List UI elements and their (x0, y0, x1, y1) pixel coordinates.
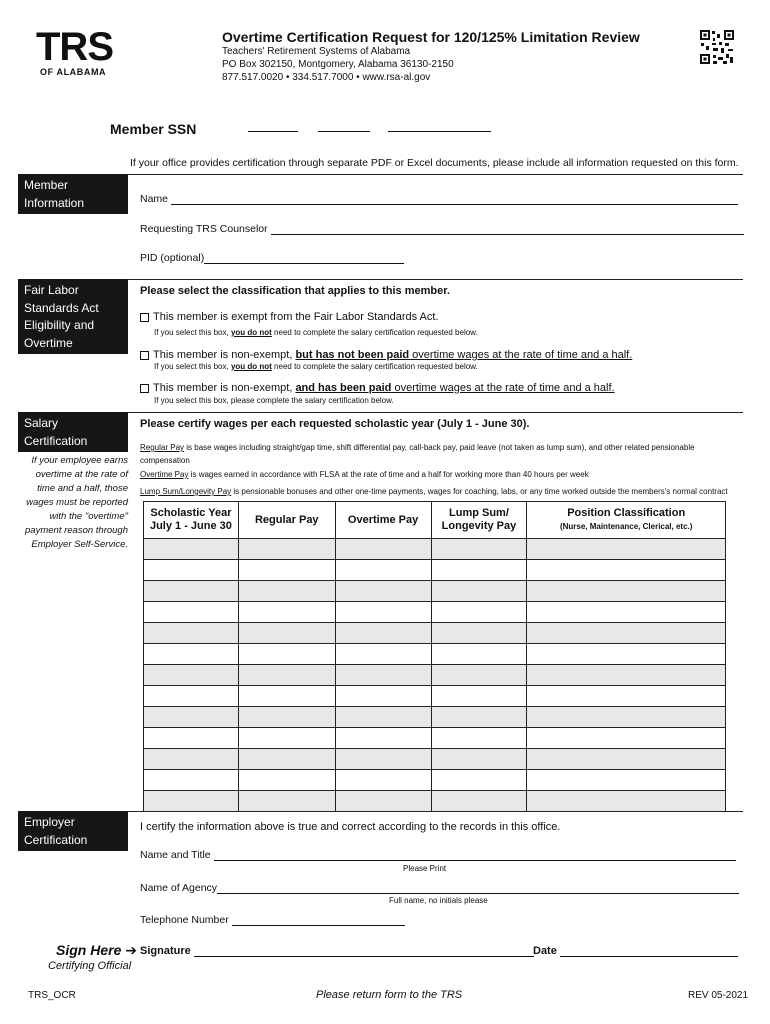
overtime-pay-cell[interactable] (335, 665, 431, 686)
trs-logo: TRS (36, 25, 113, 69)
lump-sum-cell[interactable] (431, 560, 527, 581)
lump-sum-cell[interactable] (431, 539, 527, 560)
position-classification-cell[interactable] (527, 623, 726, 644)
overtime-pay-cell[interactable] (335, 644, 431, 665)
regular-pay-cell[interactable] (238, 791, 335, 812)
lump-sum-cell[interactable] (431, 728, 527, 749)
non-exempt-not-paid-note: If you select this box, you do not need to complete the salary certification requested below. (154, 362, 478, 371)
lump-sum-cell[interactable] (431, 749, 527, 770)
non-exempt-paid-option[interactable] (140, 382, 615, 394)
full-name-note: Full name, no initials please (389, 896, 488, 905)
overtime-pay-cell[interactable] (335, 728, 431, 749)
lump-sum-cell[interactable] (431, 644, 527, 665)
regular-pay-cell[interactable] (238, 644, 335, 665)
regular-pay-cell[interactable] (238, 665, 335, 686)
lump-sum-definition: Lump Sum/Longevity Pay is pensionable bonuses and other one-time payments, wages for coaching, labs, or any time worked outside the members's normal contract (140, 487, 728, 496)
scholastic-year-cell[interactable] (144, 707, 239, 728)
lump-sum-cell[interactable] (431, 770, 527, 791)
trs-counselor-field[interactable] (140, 223, 744, 235)
regular-pay-cell[interactable] (238, 623, 335, 644)
salary-prompt: Please certify wages per each requested scholastic year (July 1 - June 30). (140, 418, 530, 430)
salary-row (144, 686, 726, 707)
overtime-pay-cell[interactable] (335, 749, 431, 770)
salary-row (144, 728, 726, 749)
position-classification-cell[interactable] (527, 791, 726, 812)
scholastic-year-cell[interactable] (144, 560, 239, 581)
overtime-pay-cell[interactable] (335, 560, 431, 581)
flsa-prompt: Please select the classification that applies to this member. (140, 285, 450, 297)
exempt-option[interactable] (140, 311, 439, 323)
col-lump-sum: Lump Sum/ Longevity Pay (431, 502, 527, 539)
regular-pay-cell[interactable] (238, 749, 335, 770)
salary-row (144, 644, 726, 665)
position-classification-cell[interactable] (527, 539, 726, 560)
org-name: Teachers' Retirement Systems of Alabama (222, 46, 411, 57)
regular-pay-cell[interactable] (238, 770, 335, 791)
salary-row (144, 581, 726, 602)
scholastic-year-cell[interactable] (144, 539, 239, 560)
member-name-field[interactable] (140, 193, 738, 205)
salary-row (144, 770, 726, 791)
regular-pay-cell[interactable] (238, 581, 335, 602)
telephone-field[interactable] (140, 914, 405, 926)
regular-pay-cell[interactable] (238, 707, 335, 728)
overtime-pay-cell[interactable] (335, 707, 431, 728)
salary-row (144, 623, 726, 644)
pid-label: PID (optional) (140, 252, 205, 264)
overtime-pay-cell[interactable] (335, 686, 431, 707)
regular-pay-cell[interactable] (238, 728, 335, 749)
salary-certification-label: Salary Certification (18, 412, 128, 452)
lump-sum-cell[interactable] (431, 581, 527, 602)
position-classification-cell[interactable] (527, 686, 726, 707)
section-divider (128, 174, 743, 175)
telephone-label: Telephone Number (140, 914, 229, 926)
form-title: Overtime Certification Request for 120/125% Limitation Review (222, 29, 640, 45)
scholastic-year-cell[interactable] (144, 686, 239, 707)
member-information-label: Member Information (18, 174, 128, 214)
salary-row (144, 791, 726, 812)
section-divider (128, 279, 743, 280)
scholastic-year-cell[interactable] (144, 623, 239, 644)
lump-sum-cell[interactable] (431, 707, 527, 728)
regular-pay-cell[interactable] (238, 539, 335, 560)
trs-counselor-label: Requesting TRS Counselor (140, 223, 268, 235)
certifying-official-label: Certifying Official (48, 960, 132, 972)
overtime-pay-cell[interactable] (335, 539, 431, 560)
non-exempt-not-paid-label: This member is non-exempt, but has not been paid overtime wages at the rate of time and a half. (153, 349, 633, 361)
salary-row (144, 602, 726, 623)
salary-row (144, 665, 726, 686)
overtime-pay-definition: Overtime Pay is wages earned in accordance with FLSA at the rate of time and a half for working more than 40 hours per week (140, 470, 589, 479)
regular-pay-definition: Regular Pay is base wages including straight/gap time, shift differential pay, call-back pay, paid leave (not taken as lump sum), and other related pensionable compensation (140, 443, 695, 465)
non-exempt-paid-checkbox[interactable] (140, 384, 149, 393)
certify-statement: I certify the information above is true and correct according to the records in this office. (140, 821, 561, 833)
notice-text: If your office provides certification through separate PDF or Excel documents, please include all information requested on this form. (130, 157, 739, 169)
scholastic-year-cell[interactable] (144, 581, 239, 602)
exempt-option-note: If you select this box, you do not need to complete the salary certification requested below. (154, 328, 478, 337)
form-code: TRS_OCR (28, 990, 76, 1001)
non-exempt-not-paid-checkbox[interactable] (140, 351, 149, 360)
position-classification-cell[interactable] (527, 602, 726, 623)
position-classification-cell[interactable] (527, 581, 726, 602)
overtime-pay-cell[interactable] (335, 791, 431, 812)
position-classification-cell[interactable] (527, 560, 726, 581)
revision-label: REV 05-2021 (688, 990, 749, 1001)
col-overtime-pay: Overtime Pay (335, 502, 431, 539)
regular-pay-cell[interactable] (238, 686, 335, 707)
pid-field[interactable] (140, 252, 404, 264)
qr-code-icon (699, 29, 735, 65)
signature-label: Signature (140, 945, 191, 957)
overtime-pay-cell[interactable] (335, 581, 431, 602)
non-exempt-paid-note: If you select this box, please complete the salary certification below. (154, 396, 394, 405)
ssn-part3-field[interactable] (388, 131, 491, 132)
col-regular-pay: Regular Pay (238, 502, 335, 539)
salary-side-note: If your employee earns overtime at the rate of time and a half, those wages must be reported with the "overtime" payment reason through Employer Self-Service. (25, 455, 128, 550)
lump-sum-cell[interactable] (431, 686, 527, 707)
please-print-note: Please Print (403, 864, 447, 873)
member-ssn-label: Member SSN (110, 121, 197, 137)
position-classification-cell[interactable] (527, 665, 726, 686)
agency-label: Name of Agency (140, 882, 218, 894)
return-instruction: Please return form to the TRS (316, 989, 463, 1001)
overtime-pay-cell[interactable] (335, 623, 431, 644)
lump-sum-cell[interactable] (431, 791, 527, 812)
section-divider (128, 412, 743, 413)
overtime-pay-cell[interactable] (335, 770, 431, 791)
regular-pay-cell[interactable] (238, 602, 335, 623)
section-divider (128, 811, 743, 812)
regular-pay-cell[interactable] (238, 560, 335, 581)
ssn-part1-field[interactable] (248, 131, 298, 132)
scholastic-year-cell[interactable] (144, 791, 239, 812)
date-label: Date (533, 945, 557, 957)
sign-here-marker: Sign Here ➔ (56, 942, 137, 958)
name-title-field[interactable] (140, 849, 736, 861)
trs-logo-subtext: OF ALABAMA (40, 67, 107, 77)
scholastic-year-cell[interactable] (144, 602, 239, 623)
position-classification-cell[interactable] (527, 644, 726, 665)
flsa-section-label: Fair Labor Standards Act Eligibility and Overtime (18, 279, 128, 354)
position-classification-cell[interactable] (527, 728, 726, 749)
employer-certification-label: Employer Certification (18, 811, 128, 851)
col-position-classification: Position Classification (Nurse, Maintenance, Clerical, etc.) (527, 502, 726, 539)
salary-table (143, 501, 726, 812)
scholastic-year-cell[interactable] (144, 770, 239, 791)
salary-row (144, 539, 726, 560)
position-classification-cell[interactable] (527, 749, 726, 770)
agency-field[interactable] (140, 882, 739, 894)
overtime-pay-cell[interactable] (335, 602, 431, 623)
non-exempt-paid-label: This member is non-exempt, and has been paid overtime wages at the rate of time and a half. (153, 382, 615, 394)
exempt-checkbox[interactable] (140, 313, 149, 322)
salary-row (144, 749, 726, 770)
lump-sum-cell[interactable] (431, 623, 527, 644)
member-name-label: Name (140, 193, 169, 205)
scholastic-year-cell[interactable] (144, 665, 239, 686)
signature-field[interactable] (140, 945, 534, 957)
org-contact: 877.517.0020 • 334.517.7000 • www.rsa-al.gov (222, 72, 431, 83)
non-exempt-not-paid-option[interactable] (140, 349, 632, 361)
date-field[interactable] (533, 945, 738, 957)
exempt-option-label: This member is exempt from the Fair Labor Standards Act. (153, 311, 439, 323)
salary-row (144, 707, 726, 728)
lump-sum-cell[interactable] (431, 665, 527, 686)
lump-sum-cell[interactable] (431, 602, 527, 623)
salary-row (144, 560, 726, 581)
scholastic-year-cell[interactable] (144, 749, 239, 770)
scholastic-year-cell[interactable] (144, 644, 239, 665)
ssn-part2-field[interactable] (318, 131, 370, 132)
col-scholastic-year: Scholastic Year July 1 - June 30 (144, 502, 239, 539)
position-classification-cell[interactable] (527, 707, 726, 728)
position-classification-cell[interactable] (527, 770, 726, 791)
scholastic-year-cell[interactable] (144, 728, 239, 749)
org-address: PO Box 302150, Montgomery, Alabama 36130-2150 (222, 59, 454, 70)
name-title-label: Name and Title (140, 849, 211, 861)
